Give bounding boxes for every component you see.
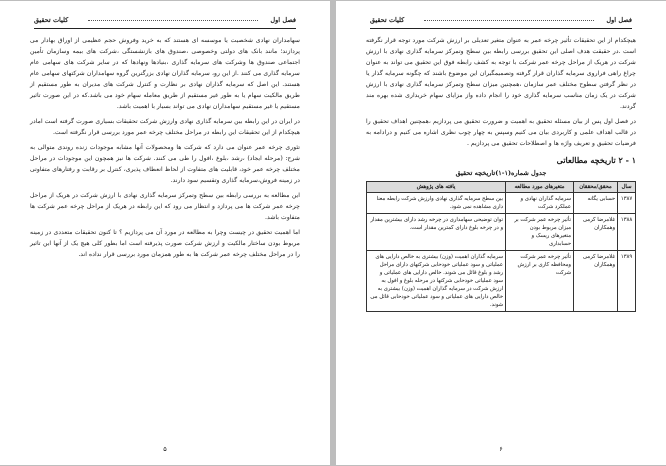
column-header-researchers: محقق/محققان xyxy=(574,182,618,193)
table-caption: جدول شماره(۱-۱)تاریخچه تحقیق xyxy=(455,169,547,177)
cell-researchers: حسابی یگانه xyxy=(574,193,618,214)
chapter-label: فصل اول xyxy=(606,16,632,24)
page-number: ۶ xyxy=(499,445,503,453)
page-number: ۵ xyxy=(163,445,167,453)
paragraph: تئوری چرخه عمر عنوان می دارد که شرکت ها ومحصولات آنها مشابه موجودات زنده روندی متوالی به شرح: (مرحله ایجاد) ،رشد ،بلوغ ،افول را طی می کنند. شرکت ها نیز همچون این موجودات در مراحل مختلف چرخه عمر خود، قابلیت های متفاوت از لحاظ انعطاف پذیری، کنترل بر رقابت و رفتارهای متفاوتی در زمینه فروش،سرمایه گذاری وتقسیم سود دارند. xyxy=(30,144,300,184)
cell-subject: تأثیر چرخه عمر شرکت بر میزان مربوط بودن متغیرهای ریسک و حسابداری xyxy=(506,214,574,251)
cell-subject: تأثیر چرخه عمر شرکت ومحافظه کاری بر ارزش شرکت xyxy=(506,251,574,312)
section-heading: ۱ - ۲ تاریخچه مطالعاتی xyxy=(556,155,636,165)
table-row xyxy=(367,193,636,214)
cell-findings: بین سطح سرمایه گذاری نهادی وارزش شرکت رابطه معنا داری مشاهده نمی شود. xyxy=(367,193,506,214)
page-body xyxy=(366,35,636,445)
section-title: کلیات تحقیق xyxy=(370,16,405,24)
section-title: کلیات تحقیق xyxy=(34,16,69,24)
table-row xyxy=(367,251,636,312)
table-row xyxy=(367,214,636,251)
page-header xyxy=(370,13,632,29)
cell-subject: سرمایه گذاران نهادی و عملکرد شرکت xyxy=(506,193,574,214)
cell-year: ۱۳۸۷ xyxy=(618,193,636,214)
cell-year: ۱۳۸۸ xyxy=(618,214,636,251)
paragraph: در فصل اول پس از بیان مسئله تحقیق به اهمیت و ضرورت تحقیق می پردازیم ،همچنین اهداف تحقیق را در قالب اهداف علمی و کاربردی بیان می کنیم وسپس به چهار چوب نظری اشاره می کنیم و درادامه به فرضیات تحقیق و تعریف واژه ها و اصطلاحات تحقیق می پردازیم . xyxy=(366,118,636,147)
cell-year: ۱۳۸۹ xyxy=(618,251,636,312)
page-header xyxy=(34,13,296,29)
document-page-left xyxy=(0,1,330,465)
paragraph: این مطالعه به بررسی رابطه بین سطح وتمرکز سرمایه گذاری نهادی با ارزش شرکت در هریک از مراحل چرخه عمر شرکت ها می پردازد و انتظار می رود که این رابطه در هریک از مراحل چرخه عمر شرکت ها متفاوت باشد. xyxy=(30,192,300,221)
cell-findings: سرمایه گذاران اهمیت (وزن) بیشتری به خالص دارایی های عملیاتی و سود عملیاتی خودحابی شرکتهای دارای مراحل رشد و بلوغ قائل می شوند. خالص دارایی های عملیاتی و سود عملیاتی خودحابی شرکتها در مرحله بلوغ و افول به ارزش شرکت در سرمایه گذاران اهمیت (وزن) بیشتری به خالص دارایی های عملیاتی و سود عملیاتی خودحابی قائل می شوند. xyxy=(367,251,506,312)
paragraph: اما اهمیت تحقیق در چیست وچرا به مطالعه در مورد آن می پردازیم ؟ تا کنون تحقیقات متعددی در زمینه مربوط بودن ساختار مالکیت و ارزش شرکت صورت پذیرفته است اما بطور کلی هیچ یک از آنها این تاثیر را در مراحل مختلف چرخه عمر شرکت ها به طور همزمان مورد بررسی قرار نداده اند. xyxy=(30,229,300,258)
table-header-row xyxy=(367,182,636,193)
paragraph: سهامداران نهادی شخصیت یا موسسه ای هستند که به خرید وفروش حجم عظیمی از اوراق بهادار می پردازند؛ مانند بانک های دولتی وخصوصی ،صندوق های بازنشستگی ،شرکت های بیمه وسازمان تأمین اجتماعی صندوق ها وشرکت های سرمایه گذاری ،بنیادها ونهادها که در سایر شرکت های سهامی عام سرمایه گذاری می کنند .از این رو، سرمایه گذاران نهادی بزرگترین گروه سهامداران شرکتهای سهامی عام هستند. این اصل که سرمایه گذاران نهادی بر نظارت و کنترل شرکت های مدیران به طور مستقیم از طریق مالکیت سهام یا به طور غیر مستقیم از طریق معامله سهام خود می باشد.که در این صورت تاثیر مستقیم یا غیر مستقیم سهامداران نهادی می تواند بسیار با اهمیت باشد. xyxy=(30,37,300,110)
document-page-right xyxy=(336,1,666,465)
column-header-findings: یافته های پژوهش xyxy=(367,182,506,193)
column-header-subject: متغیرهای مورد مطالعه xyxy=(506,182,574,193)
paragraph: هیچکدام از این تحقیقات تأثیر چرخه عمر به عنوان متغیر تعدیلی بر ارزش شرکت مورد توجه قرار نگرفته است .در حقیقت هدف اصلی این تحقیق بررسی رابطه بین سطح وتمرکز سرمایه گذاری نهادی با ارزش شرکت در هریک از مراحل چرخه عمر شرکت با توجه به کشف رابطه فوق این تحقیق می تواند به عنوان چراغ راهی فراروی سرمایه گذاران قرار گرفته وتصمیمگیران این موضوع باشند که چگونه سرمایه گذار یا در نظر گرفتن سطوح مختلف عمر سازمان ،همچنین میزان سطح وتمرکز سرمایه گذاری نهادی با ارزش شرکت در یک زمان مناسب سرمایه گذاری خود را انجام داده واز مزایای سهام خریداری شده بهره مند گردند. xyxy=(366,37,636,110)
column-header-year: سال xyxy=(618,182,636,193)
page-body xyxy=(30,35,300,445)
chapter-label: فصل اول xyxy=(270,16,296,24)
cell-researchers: غلامرضا کرمی وهمکاران xyxy=(574,214,618,251)
cell-researchers: غلامرضا کرمی وهمکاران xyxy=(574,251,618,312)
header-dotted-leader xyxy=(88,20,258,21)
header-dotted-leader xyxy=(424,20,594,21)
cell-findings: توان توضیحی سهامداری در چرخه رشد دارای بیشترین مقدار و در چرخه بلوغ دارای کمترین مقدار است. xyxy=(367,214,506,251)
paragraph: در ایران در این رابطه بین سرمایه گذاری نهادی وارزش شرکت تحقیقات بسیاری صورت گرفته است امادر هیچکدام از این تحقیقات این رابطه در مراحل مختلف چرخه عمر مورد بررسی قرار نگرفته است. xyxy=(30,118,300,136)
history-table xyxy=(366,181,636,312)
